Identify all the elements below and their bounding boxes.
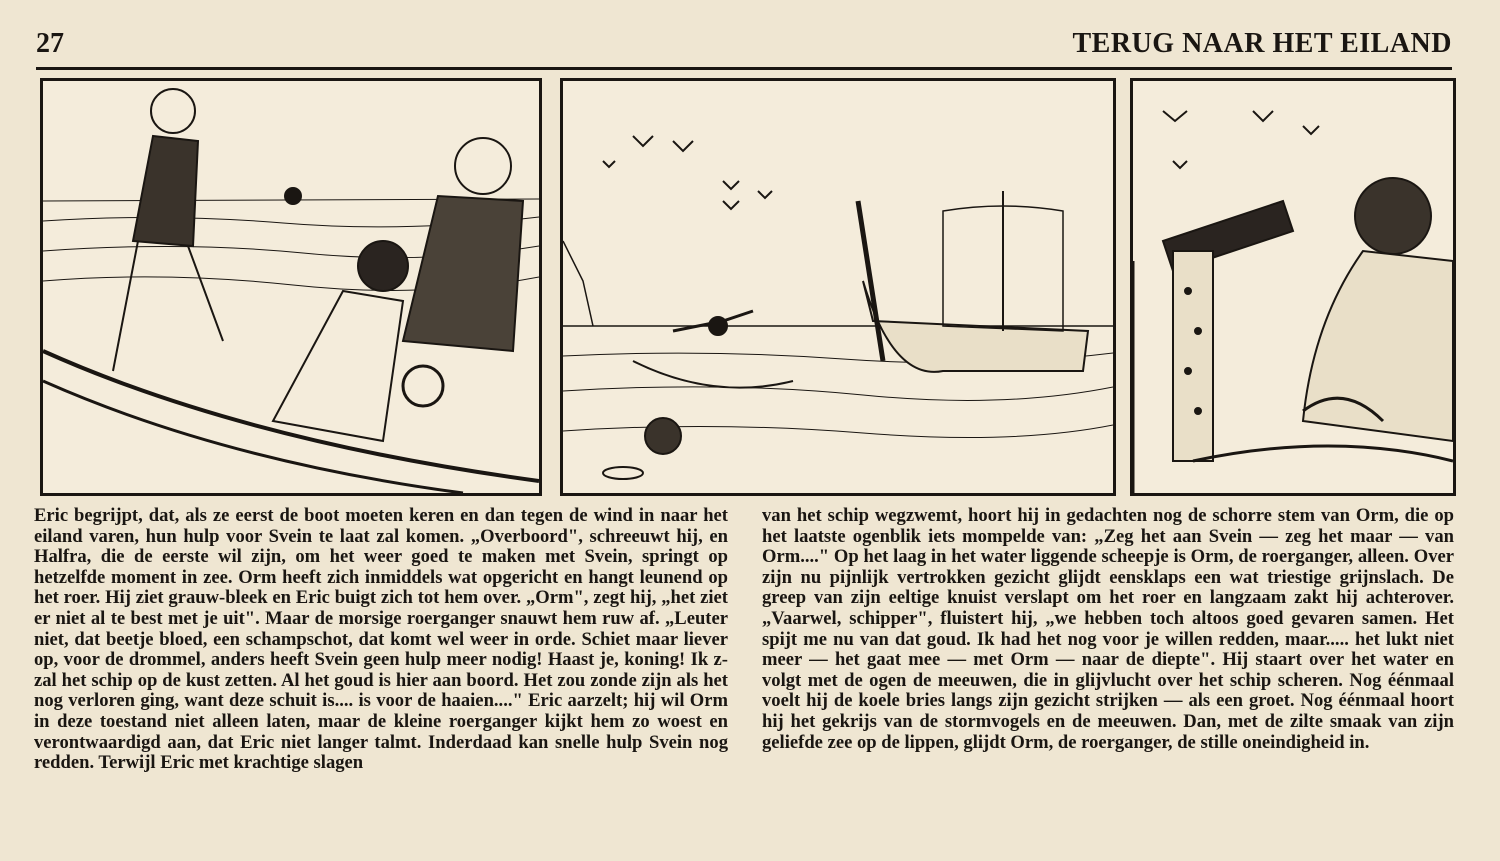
boat-rescue-illustration [43,81,539,493]
header-rule [36,67,1452,70]
story-text-column-2: van het schip wegzwemt, hoort hij in gedachten nog de schorre stem van Orm, die op het laatste ogenblik iets mompelde van: „Zeg het aan Svein — zeg het maar — van Orm...." Op het laag in het water liggende scheepje is Orm, de roerganger, alleen. Over zijn nu pijnlijk vertrokken gezicht glijdt eensklaps een wat triestige grijnslach. De greep van zijn eeltige knuist verslapt om het roer en langzaam zakt hij achterover. „Vaarwel, schipper", fluistert hij, „we hebben toch altoos goed gevaren samen. Het spijt me nu van dat goud. Ik had het nog voor je willen redden, maar..... het lukt niet meer — het gaat mee — met Orm — naar de diepte". Hij staart over het water en volgt met de ogen de meeuwen, die in glijvlucht over het schip scheren. Nog éénmaal voelt hij de koele bries langs zijn gezicht strijken — als een groet. Nog éénmaal hoort hij het gekrijs van de stormvogels en de meeuwen. Dan, met de zilte smaak van zijn geliefde zee op de lippen, glijdt Orm, de roerganger, de stille oneindigheid in. [762,506,1454,753]
comic-panel-1 [40,78,542,496]
comic-panel-3 [1130,78,1456,496]
page-title: TERUG NAAR HET EILAND [1072,28,1452,59]
comic-panel-2 [560,78,1116,496]
story-text-column-1: Eric begrijpt, dat, als ze eerst de boot moeten keren en dan tegen de wind in naar het eiland varen, hun hulp voor Svein te laat zal komen. „Overboord", schreeuwt hij, en Halfra, die de eerste wil zijn, om het weer goed te maken met Svein, springt op hetzelfde moment in zee. Orm heeft zich inmiddels wat opgericht en hangt leunend op het roer. Hij ziet grauw-bleek en Eric buigt zich tot hem over. „Orm", zegt hij, „het ziet er niet al te best met je uit". Maar de morsige roerganger snauwt hem ruw af. „Leuter niet, dat beetje bloed, een schampschot, dat komt wel weer in orde. Schiet maar liever op, voor de drommel, anders heeft Svein geen hulp meer nodig! Haast je, koning! Ik z-zal het schip op de kust zetten. Al het goud is hier aan boord. Het zou zonde zijn als het nog verloren ging, want deze schuit is.... is voor de haaien...." Eric aarzelt; hij wil Orm in deze toestand niet alleen laten, maar de kleine roerganger kijkt hem zo woest en verontwaardigd aan, dat Eric niet langer talmt. Inderdaad kan snelle hulp Svein nog redden. Terwijl Eric met krachtige slagen [34,506,728,774]
page-number: 27 [36,28,64,59]
sea-ship-seagulls-illustration [563,81,1113,493]
helmsman-at-rudder-illustration [1133,81,1453,493]
